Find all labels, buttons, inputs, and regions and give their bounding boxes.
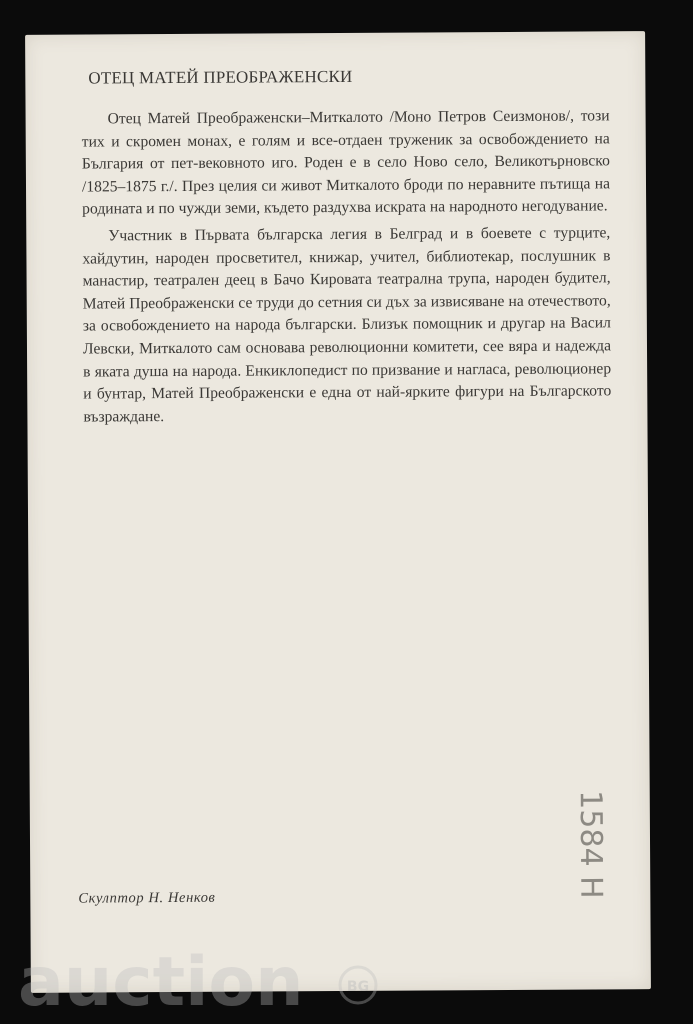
pencil-note-text: 1584 Н xyxy=(572,790,609,899)
handwritten-pencil-note xyxy=(550,779,627,909)
card-body xyxy=(82,105,612,429)
paragraph-1: Отец Матей Преображенски–Миткалото /Моно Петров Сеизмонов/, този тих и скромен монах, е голям и все-отдаен труженик за освобождението на България от пет-вековното иго. Роден е в село Ново село, Великотърновско /1825–1875 г./. През целия си живот Миткалото броди по неравните пътища на родината и по чужди земи, където раздухва искрата на народното негодувание. xyxy=(81,107,611,218)
paragraph-2: Участник в Първата българска легия в Белград и в боевете с турците, хайдутин, народен просветител, книжар, учител, библиотекар, послушник в манастир, театрален деец в Бачо Кировата театрална трупа, народен будител, Матей Преображенски се труди до сетния си дъх за извисяване на отечеството, за освобождението на народа български. Близък помощник и другар на Васил Левски, Миткалото сам основава революционни комитети, сее вяра и надежда в яката душа на народа. Енкиклопедист по призвание и нагласа, революционер и бунтар, Матей Преображенски е една от най-ярките фигури на Българското възраждане. xyxy=(82,224,612,426)
card-title: ОТЕЦ МАТЕЙ ПРЕОБРАЖЕНСКИ xyxy=(88,66,353,88)
sculptor-credit: Скулптор Н. Ненков xyxy=(78,889,216,907)
card-back xyxy=(25,31,651,993)
watermark-text: auction xyxy=(18,943,304,1020)
watermark-suffix: BG xyxy=(346,979,370,995)
